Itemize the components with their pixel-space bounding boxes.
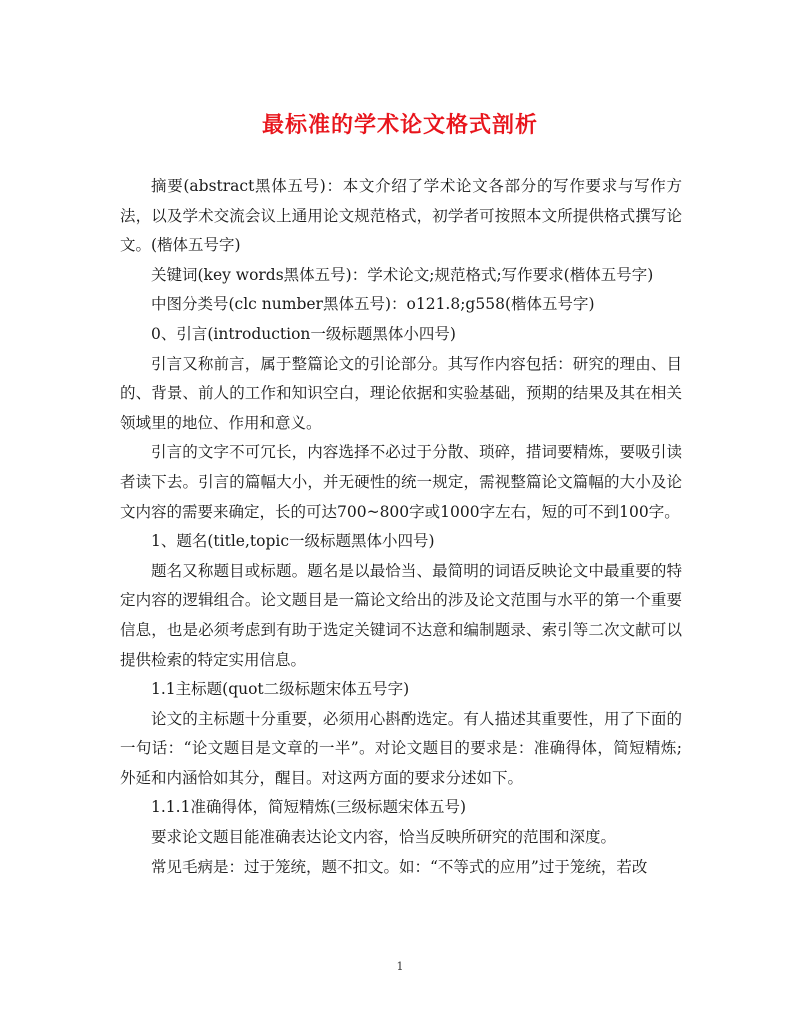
heading-main-title: 1.1主标题(quot二级标题宋体五号字)	[151, 680, 410, 699]
page-number: 1	[396, 960, 404, 973]
body-paragraph: 要求论文题目能准确表达论文内容，恰当反映所研究的范围和深度。	[151, 828, 617, 847]
body-paragraph: 引言的文字不可冗长，内容选择不必过于分散、琐碎，措词要精炼，要吸引读者读下去。引言的篇幅大小，并无硬性的统一规定，需视整篇论文篇幅的大小及论文内容的需要来确定，长的可达700~800字或1000字左右，短的可不到100字。	[120, 443, 682, 521]
document-body	[120, 172, 682, 882]
heading-title-section: 1、题名(title,topic一级标题黑体小四号)	[151, 532, 435, 551]
heading-introduction: 0、引言(introduction一级标题黑体小四号)	[151, 324, 456, 343]
keywords-paragraph: 关键词(key words黑体五号)：学术论文;规范格式;写作要求(楷体五号字)	[151, 265, 654, 284]
abstract-paragraph: 摘要(abstract黑体五号)：本文介绍了学术论文各部分的写作要求与写作方法，以及学术交流会议上通用论文规范格式，初学者可按照本文所提供格式撰写论文。(楷体五号字)	[120, 177, 682, 255]
body-paragraph: 题名又称题目或标题。题名是以最恰当、最简明的词语反映论文中最重要的特定内容的逻辑组合。论文题目是一篇论文给出的涉及论文范围与水平的第一个重要信息，也是必须考虑到有助于选定关键词不达意和编制题录、索引等二次文献可以提供检索的特定实用信息。	[120, 561, 682, 669]
document-title: 最标准的学术论文格式剖析	[261, 113, 538, 138]
body-paragraph: 常见毛病是：过于笼统，题不扣文。如：“不等式的应用”过于笼统，若改	[151, 857, 648, 876]
clc-number-paragraph: 中图分类号(clc number黑体五号)：o121.8;g558(楷体五号字)	[151, 295, 595, 314]
body-paragraph: 论文的主标题十分重要，必须用心斟酌选定。有人描述其重要性，用了下面的一句话：“论文题目是文章的一半”。对论文题目的要求是：准确得体，简短精炼;外延和内涵恰如其分，醒目。对这两方面的要求分述如下。	[120, 709, 682, 787]
heading-accurate-concise: 1.1.1准确得体，简短精炼(三级标题宋体五号)	[151, 798, 467, 817]
body-paragraph: 引言又称前言，属于整篇论文的引论部分。其写作内容包括：研究的理由、目的、背景、前人的工作和知识空白，理论依据和实验基础，预期的结果及其在相关领域里的地位、作用和意义。	[120, 354, 682, 432]
